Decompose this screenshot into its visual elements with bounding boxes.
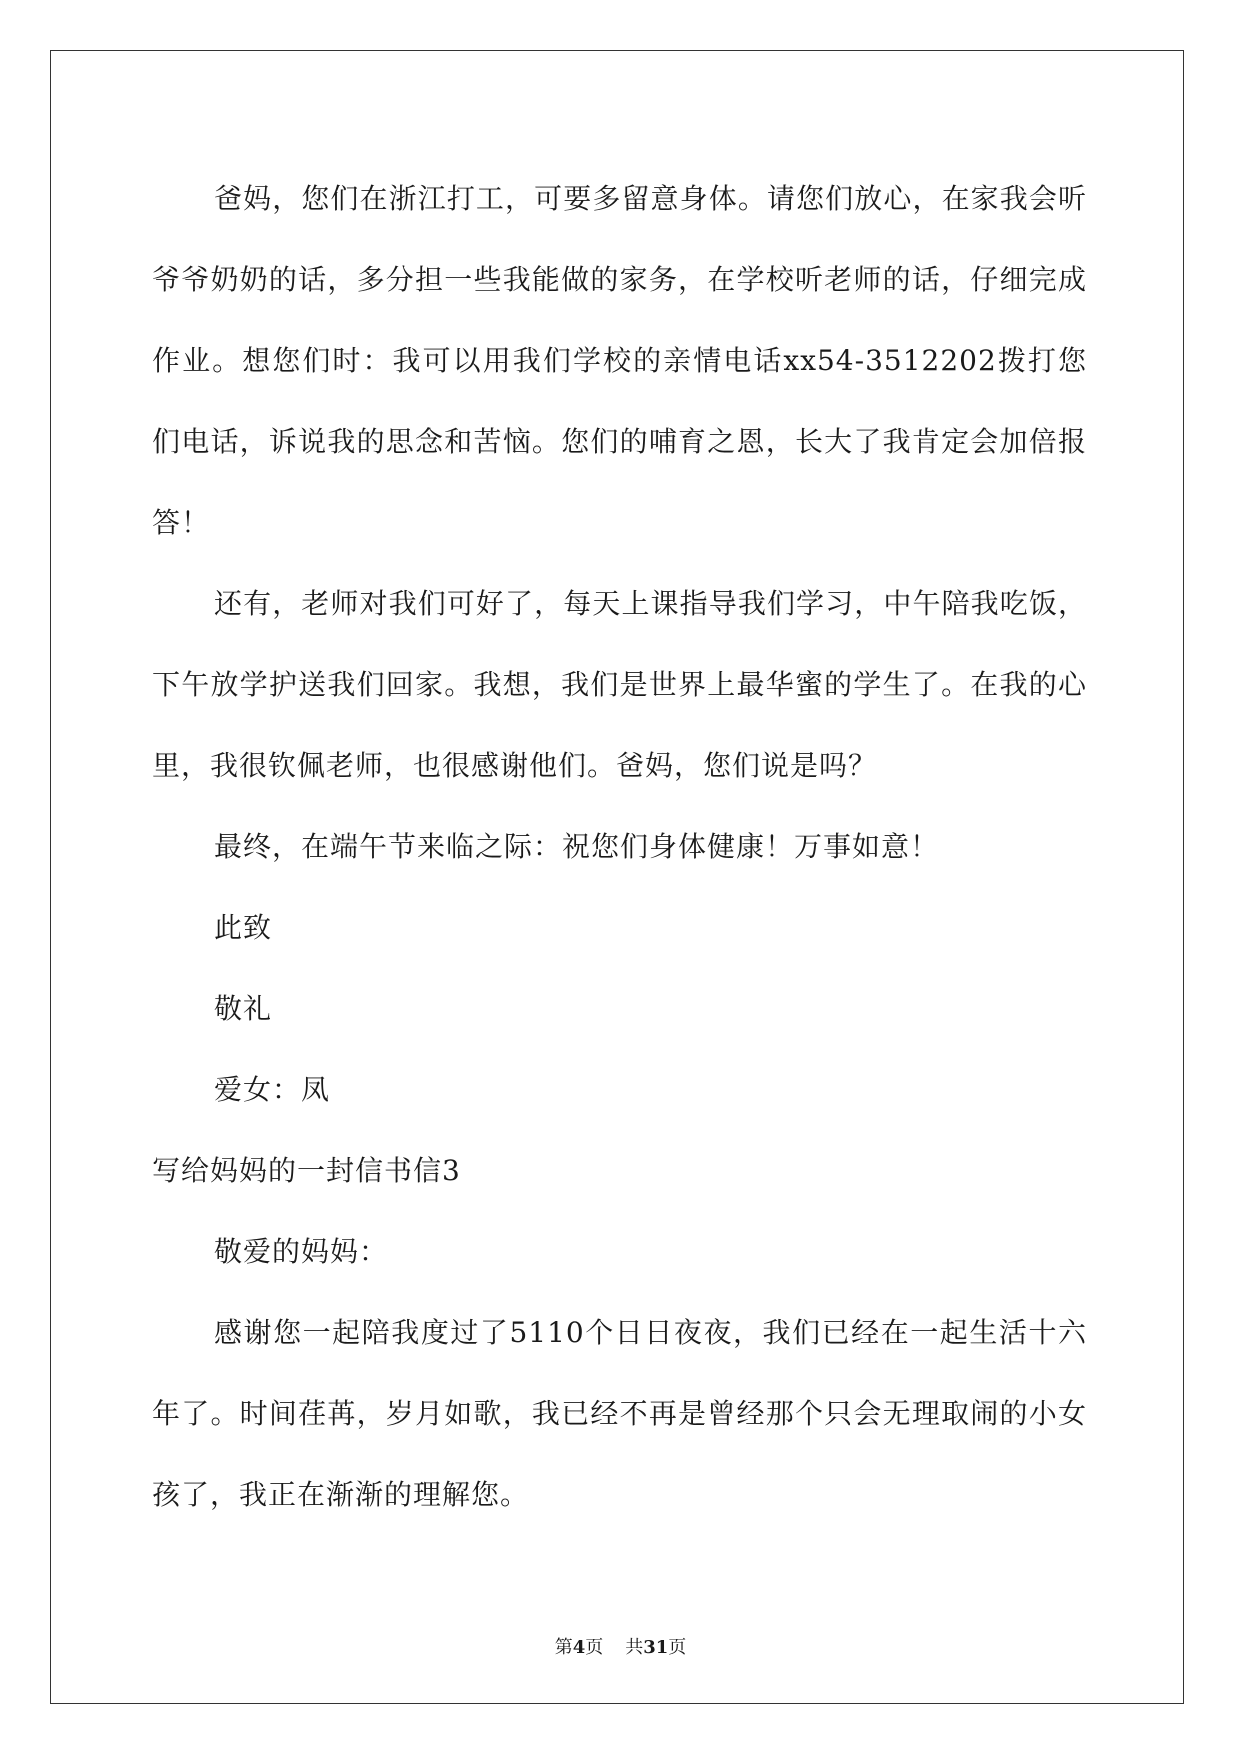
total-prefix: 共 — [625, 1637, 644, 1658]
total-suffix: 页 — [668, 1637, 687, 1658]
closing-cizhi: 此致 — [214, 911, 273, 944]
letter-heading: 写给妈妈的一封信书信3 — [152, 1154, 461, 1187]
signature: 爱女：凤 — [214, 1073, 331, 1106]
total-page-number: 31 — [643, 1637, 669, 1658]
page-prefix: 第 — [554, 1637, 573, 1658]
document-body — [152, 158, 1087, 1535]
current-page-number: 4 — [572, 1637, 586, 1658]
salutation: 敬爱的妈妈： — [214, 1235, 389, 1268]
closing-jingli: 敬礼 — [214, 992, 273, 1025]
paragraph-teachers: 还有，老师对我们可好了，每天上课指导我们学习，中午陪我吃饭，下午放学护送我们回家。我想，我们是世界上最华蜜的学生了。在我的心里，我很钦佩老师，也很感谢他们。爸妈，您们说是吗？ — [152, 587, 1087, 782]
page-footer — [0, 1633, 1241, 1659]
paragraph-thanks: 感谢您一起陪我度过了5110个日日夜夜，我们已经在一起生活十六年了。时间荏苒，岁月如歌，我已经不再是曾经那个只会无理取闹的小女孩了，我正在渐渐的理解您。 — [152, 1316, 1087, 1511]
paragraph-wishes: 最终，在端午节来临之际：祝您们身体健康！万事如意！ — [214, 830, 940, 863]
page-suffix: 页 — [585, 1637, 604, 1658]
paragraph-parents-work: 爸妈，您们在浙江打工，可要多留意身体。请您们放心，在家我会听爷爷奶奶的话，多分担一些我能做的家务，在学校听老师的话，仔细完成作业。想您们时：我可以用我们学校的亲情电话xx54-3512202拨打您们电话，诉说我的思念和苦恼。您们的哺育之恩，长大了我肯定会加倍报答！ — [152, 182, 1087, 539]
